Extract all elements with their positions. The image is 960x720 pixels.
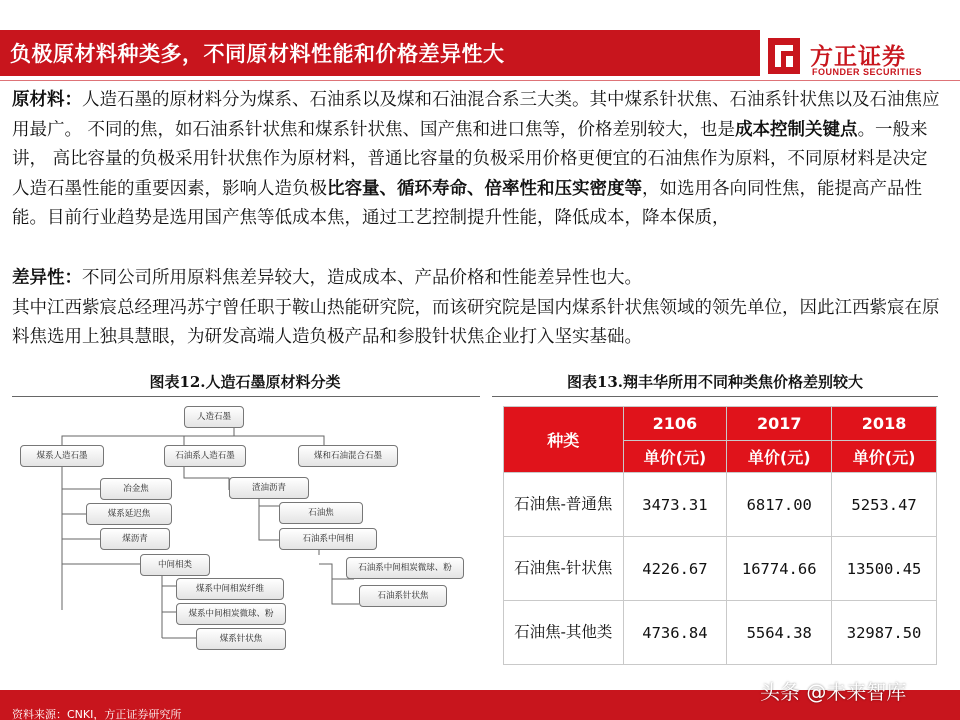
node-petroleum-meso-microsphere: 石油系中间相炭微球、粉 xyxy=(346,557,464,579)
year-header: 2106 xyxy=(623,407,727,441)
paragraph-raw-materials xyxy=(12,86,942,234)
price-cell: 32987.50 xyxy=(832,601,937,665)
node-coal-meso-fiber: 煤系中间相炭纤维 xyxy=(176,578,284,600)
node-artificial-graphite: 人造石墨 xyxy=(184,406,244,428)
highlight-cost-control: 成本控制关键点 xyxy=(735,119,858,140)
logo-text-cn: 方正证券 xyxy=(810,44,906,70)
node-coal-meso-microsphere: 煤系中间相炭微球、粉 xyxy=(176,603,286,625)
unit-header: 单价(元) xyxy=(832,441,937,473)
row-category: 石油焦-针状焦 xyxy=(504,537,624,601)
text-segment: 人造石墨的原材料分为煤系、石油系以及煤和石油混合系三大类。其中煤系针状焦、石油系针状焦以及石油焦应用最广。 不同的焦，如石油系针状焦和煤系针状焦、国产焦和进口焦等，价格差别较大，也是 xyxy=(12,90,940,140)
year-header: 2018 xyxy=(832,407,937,441)
node-petroleum-graphite: 石油系人造石墨 xyxy=(164,445,246,467)
price-cell: 5253.47 xyxy=(832,473,937,537)
price-cell: 13500.45 xyxy=(832,537,937,601)
price-cell: 16774.66 xyxy=(727,537,832,601)
caption-rule-right xyxy=(492,396,938,397)
text-segment: 其中江西紫宸总经理冯苏宁曾任职于鞍山热能研究院，而该研究院是国内煤系针状焦领域的领先单位，因此江西紫宸在原料焦选用上独具慧眼，为研发高端人造负极产品和参股针状焦企业打入坚实基础。 xyxy=(12,297,940,347)
node-residue-pitch: 渣油沥青 xyxy=(229,477,309,499)
text-segment: ，如选用各向同性焦，能提高产品性能。目前行业趋势是选用国产焦等低成本焦，通过工艺控制提升性能，降低成本，降本保质， xyxy=(12,178,922,228)
label-difference: 差异性： xyxy=(12,268,82,288)
figure-12-caption: 图表12.人造石墨原材料分类 xyxy=(149,373,341,391)
node-petroleum-meso: 石油系中间相 xyxy=(279,528,377,550)
text-segment: 。一般来讲， 高比容量的负极采用针状焦作为原材料，普通比容量的负极采用价格更便宜的石油焦作为原料，不同原材料是决定人造石墨性能的重要因素，影响人造负极 xyxy=(12,119,928,199)
brand-logo xyxy=(766,36,956,82)
page-title: 负极原材料种类多，不同原材料性能和价格差异性大 xyxy=(10,42,505,66)
price-cell: 4226.67 xyxy=(623,537,727,601)
node-coal-graphite: 煤系人造石墨 xyxy=(20,445,104,467)
caption-rule-left xyxy=(12,396,480,397)
table-corner-header: 种类 xyxy=(504,407,624,473)
table-row xyxy=(504,601,937,665)
node-coal-delayed-coke: 煤系延迟焦 xyxy=(86,503,172,525)
node-petroleum-coke: 石油焦 xyxy=(279,502,363,524)
row-category: 石油焦-其他类 xyxy=(504,601,624,665)
table-row xyxy=(504,537,937,601)
node-petroleum-needle-coke: 石油系针状焦 xyxy=(359,585,447,607)
price-cell: 3473.31 xyxy=(623,473,727,537)
row-category: 石油焦-普通焦 xyxy=(504,473,624,537)
node-coal-pitch: 煤沥青 xyxy=(100,528,170,550)
table-header-row xyxy=(504,407,937,441)
watermark: 头条 @未来智库 xyxy=(760,680,907,704)
node-coal-needle-coke: 煤系针状焦 xyxy=(196,628,286,650)
price-cell: 4736.84 xyxy=(623,601,727,665)
logo-text-en: FOUNDER SECURITIES xyxy=(812,67,923,77)
source-note: 资料来源：CNKI，方正证券研究所 xyxy=(12,708,182,720)
node-mixed-graphite: 煤和石油混合石墨 xyxy=(298,445,398,467)
year-header: 2017 xyxy=(727,407,832,441)
header-rule xyxy=(0,80,960,81)
coke-price-table xyxy=(503,406,937,665)
table-row xyxy=(504,473,937,537)
text-segment: 不同公司所用原料焦差异较大，造成成本、产品价格和性能差异性也大。 xyxy=(82,268,642,288)
unit-header: 单价(元) xyxy=(623,441,727,473)
unit-header: 单价(元) xyxy=(727,441,832,473)
label-raw-materials: 原材料： xyxy=(12,90,82,110)
raw-material-tree-diagram xyxy=(14,404,484,664)
paragraph-difference xyxy=(12,264,942,353)
highlight-performance: 比容量、循环寿命、倍率性和压实密度等 xyxy=(327,178,642,199)
price-cell: 6817.00 xyxy=(727,473,832,537)
founder-logo-icon xyxy=(766,36,802,76)
figure-13-caption: 图表13.翔丰华所用不同种类焦价格差别较大 xyxy=(566,373,864,391)
node-intermediate-phase: 中间相类 xyxy=(140,554,210,576)
node-metallurgical-coke: 冶金焦 xyxy=(100,478,172,500)
price-cell: 5564.38 xyxy=(727,601,832,665)
tree-connectors xyxy=(14,404,484,664)
